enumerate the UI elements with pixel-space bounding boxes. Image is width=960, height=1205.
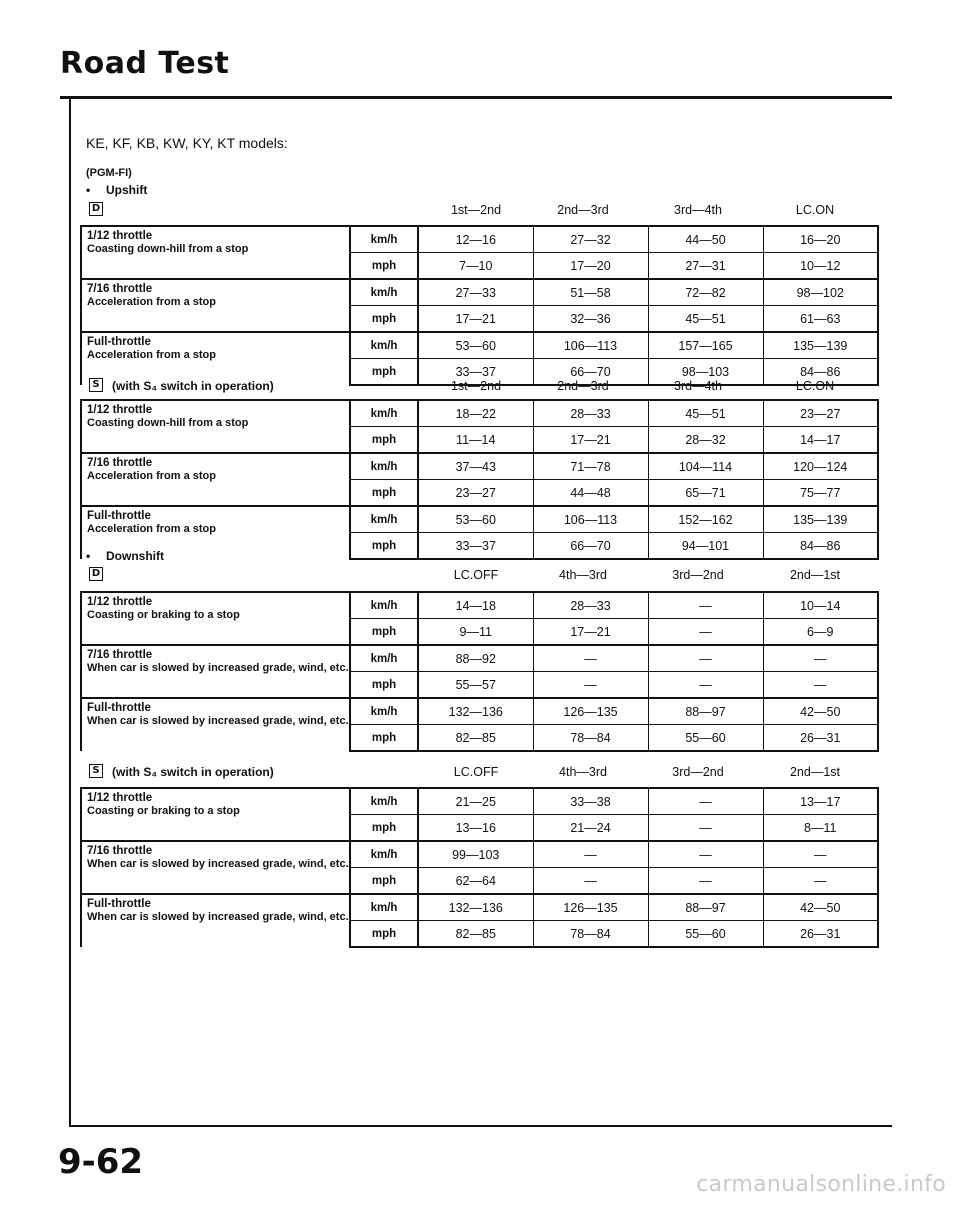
unit-cell: km/h — [350, 592, 418, 619]
speed-value-cell: 27—32 — [533, 226, 648, 253]
condition-cell — [81, 332, 350, 385]
speed-value-cell: — — [763, 645, 878, 672]
speed-value-cell: 66—70 — [533, 533, 648, 560]
column-header: LC.ON — [795, 203, 835, 217]
speed-value-cell: 132—136 — [418, 894, 533, 921]
speed-value-cell: 84—86 — [763, 533, 878, 560]
d-mode-icon: D — [89, 567, 103, 581]
speed-value-cell: 33—37 — [418, 533, 533, 560]
table-row — [81, 332, 878, 359]
condition-description: Coasting or braking to a stop — [87, 805, 240, 817]
condition-description: Acceleration from a stop — [87, 523, 216, 535]
speed-value-cell: — — [648, 592, 763, 619]
unit-cell: mph — [350, 427, 418, 454]
models-line: KE, KF, KB, KW, KY, KT models: — [86, 135, 288, 151]
condition-title: 1/12 throttle — [87, 792, 153, 804]
condition-cell — [81, 592, 350, 645]
s-mode-icon: S — [89, 378, 103, 392]
unit-cell: km/h — [350, 894, 418, 921]
unit-cell: mph — [350, 672, 418, 699]
speed-value-cell: 88—92 — [418, 645, 533, 672]
speed-value-cell: — — [648, 645, 763, 672]
column-header: 3rd—2nd — [672, 765, 724, 779]
speed-value-cell: 120—124 — [763, 453, 878, 480]
speed-value-cell: 88—97 — [648, 894, 763, 921]
unit-cell: mph — [350, 815, 418, 842]
column-header: 4th—3rd — [559, 568, 607, 582]
speed-value-cell: — — [648, 619, 763, 646]
upshift-text: Upshift — [106, 183, 148, 197]
condition-description: Coasting down-hill from a stop — [87, 243, 249, 255]
page-title: Road Test — [60, 46, 230, 81]
speed-value-cell: — — [763, 841, 878, 868]
column-header: 2nd—3rd — [557, 203, 609, 217]
column-header: LC.OFF — [453, 568, 499, 582]
watermark-url: carmanualsonline.info — [696, 1172, 946, 1197]
speed-value-cell: 135—139 — [763, 506, 878, 533]
table-row — [81, 400, 878, 427]
speed-value-cell: 14—17 — [763, 427, 878, 454]
condition-title: 7/16 throttle — [87, 649, 153, 661]
unit-cell: mph — [350, 619, 418, 646]
speed-value-cell: 84—86 — [763, 359, 878, 386]
speed-value-cell: 88—97 — [648, 698, 763, 725]
condition-description: When car is slowed by increased grade, wind, etc. — [87, 911, 349, 923]
unit-cell: km/h — [350, 226, 418, 253]
condition-description: Acceleration from a stop — [87, 296, 216, 308]
speed-value-cell: 157—165 — [648, 332, 763, 359]
speed-value-cell: 65—71 — [648, 480, 763, 507]
condition-cell — [81, 788, 350, 841]
speed-value-cell: 99—103 — [418, 841, 533, 868]
table-row — [81, 453, 878, 480]
speed-value-cell: 106—113 — [533, 332, 648, 359]
table-row — [81, 841, 878, 868]
speed-value-cell: 135—139 — [763, 332, 878, 359]
left-rule — [69, 97, 71, 1127]
column-header: 1st—2nd — [450, 379, 502, 393]
condition-title: Full-throttle — [87, 702, 151, 714]
table-row — [81, 226, 878, 253]
speed-value-cell: 37—43 — [418, 453, 533, 480]
table-row — [81, 279, 878, 306]
speed-value-cell: 82—85 — [418, 725, 533, 752]
condition-title: Full-throttle — [87, 336, 151, 348]
speed-value-cell: 17—21 — [533, 427, 648, 454]
speed-value-cell: 9—11 — [418, 619, 533, 646]
section-heading: (with S₄ switch in operation) — [112, 765, 274, 779]
speed-value-cell: 17—20 — [533, 253, 648, 280]
unit-cell: mph — [350, 868, 418, 895]
downshift-text: Downshift — [106, 549, 164, 563]
unit-cell: km/h — [350, 400, 418, 427]
unit-cell: km/h — [350, 506, 418, 533]
condition-cell — [81, 894, 350, 947]
column-header: 2nd—1st — [789, 568, 841, 582]
condition-description: Acceleration from a stop — [87, 470, 216, 482]
speed-value-cell: — — [763, 672, 878, 699]
speed-value-cell: 55—57 — [418, 672, 533, 699]
condition-cell — [81, 506, 350, 559]
speed-value-cell: 10—12 — [763, 253, 878, 280]
speed-value-cell: 78—84 — [533, 725, 648, 752]
speed-value-cell: 26—31 — [763, 725, 878, 752]
column-header: 3rd—4th — [674, 203, 722, 217]
speed-value-cell: — — [533, 841, 648, 868]
condition-description: When car is slowed by increased grade, wind, etc. — [87, 858, 349, 870]
condition-cell — [81, 453, 350, 506]
unit-cell: mph — [350, 725, 418, 752]
condition-description: Coasting or braking to a stop — [87, 609, 240, 621]
column-header: LC.ON — [795, 379, 835, 393]
condition-description: When car is slowed by increased grade, wind, etc. — [87, 715, 349, 727]
condition-title: Full-throttle — [87, 510, 151, 522]
speed-value-cell: 62—64 — [418, 868, 533, 895]
speed-value-cell: 28—33 — [533, 400, 648, 427]
shift-speed-table — [80, 787, 879, 948]
speed-value-cell: 8—11 — [763, 815, 878, 842]
speed-value-cell: — — [533, 645, 648, 672]
speed-value-cell: — — [648, 868, 763, 895]
column-header: 3rd—2nd — [672, 568, 724, 582]
condition-cell — [81, 841, 350, 894]
speed-value-cell: — — [648, 788, 763, 815]
speed-value-cell: 72—82 — [648, 279, 763, 306]
speed-value-cell: 23—27 — [763, 400, 878, 427]
column-header: 3rd—4th — [674, 379, 722, 393]
speed-value-cell: 13—17 — [763, 788, 878, 815]
speed-value-cell: 6—9 — [763, 619, 878, 646]
speed-value-cell: 51—58 — [533, 279, 648, 306]
column-header: 2nd—1st — [789, 765, 841, 779]
upshift-label — [86, 183, 147, 197]
condition-cell — [81, 226, 350, 279]
condition-cell — [81, 279, 350, 332]
program-label: (PGM-FI) — [86, 167, 132, 179]
column-header: 4th—3rd — [559, 765, 607, 779]
shift-speed-table — [80, 591, 879, 752]
condition-title: 1/12 throttle — [87, 596, 153, 608]
speed-value-cell: 17—21 — [418, 306, 533, 333]
speed-value-cell: 32—36 — [533, 306, 648, 333]
speed-value-cell: 13—16 — [418, 815, 533, 842]
speed-value-cell: 21—25 — [418, 788, 533, 815]
table-row — [81, 592, 878, 619]
speed-value-cell: 7—10 — [418, 253, 533, 280]
speed-value-cell: 126—135 — [533, 894, 648, 921]
speed-value-cell: 23—27 — [418, 480, 533, 507]
d-mode-icon: D — [89, 202, 103, 216]
speed-value-cell: — — [648, 672, 763, 699]
table-row — [81, 645, 878, 672]
speed-value-cell: 42—50 — [763, 894, 878, 921]
speed-value-cell: 82—85 — [418, 921, 533, 948]
condition-title: 1/12 throttle — [87, 230, 153, 242]
condition-cell — [81, 645, 350, 698]
condition-title: 7/16 throttle — [87, 845, 153, 857]
unit-cell: mph — [350, 359, 418, 386]
speed-value-cell: 78—84 — [533, 921, 648, 948]
column-header: 2nd—3rd — [557, 379, 609, 393]
unit-cell: mph — [350, 253, 418, 280]
speed-value-cell: 126—135 — [533, 698, 648, 725]
condition-title: 7/16 throttle — [87, 457, 153, 469]
condition-description: Acceleration from a stop — [87, 349, 216, 361]
speed-value-cell: 55—60 — [648, 921, 763, 948]
speed-value-cell: 75—77 — [763, 480, 878, 507]
speed-value-cell: — — [533, 672, 648, 699]
s-mode-icon: S — [89, 764, 103, 778]
speed-value-cell: 132—136 — [418, 698, 533, 725]
column-header: 1st—2nd — [450, 203, 502, 217]
shift-speed-table — [80, 225, 879, 386]
speed-value-cell: 17—21 — [533, 619, 648, 646]
speed-value-cell: 33—38 — [533, 788, 648, 815]
speed-value-cell: — — [648, 815, 763, 842]
speed-value-cell: 61—63 — [763, 306, 878, 333]
bottom-rule — [69, 1125, 892, 1127]
speed-value-cell: 42—50 — [763, 698, 878, 725]
speed-value-cell: 10—14 — [763, 592, 878, 619]
unit-cell: km/h — [350, 788, 418, 815]
unit-cell: km/h — [350, 698, 418, 725]
column-header: LC.OFF — [453, 765, 499, 779]
top-rule — [60, 96, 892, 99]
speed-value-cell: 98—102 — [763, 279, 878, 306]
table-row — [81, 506, 878, 533]
unit-cell: km/h — [350, 841, 418, 868]
unit-cell: km/h — [350, 645, 418, 672]
speed-value-cell: 27—33 — [418, 279, 533, 306]
condition-description: When car is slowed by increased grade, wind, etc. — [87, 662, 349, 674]
speed-value-cell: 28—33 — [533, 592, 648, 619]
speed-value-cell: 44—50 — [648, 226, 763, 253]
speed-value-cell: 26—31 — [763, 921, 878, 948]
speed-value-cell: 27—31 — [648, 253, 763, 280]
bullet: • — [86, 549, 91, 563]
speed-value-cell: 18—22 — [418, 400, 533, 427]
speed-value-cell: 53—60 — [418, 332, 533, 359]
speed-value-cell: 98—103 — [648, 359, 763, 386]
condition-title: Full-throttle — [87, 898, 151, 910]
speed-value-cell: 21—24 — [533, 815, 648, 842]
condition-cell — [81, 698, 350, 751]
condition-title: 7/16 throttle — [87, 283, 153, 295]
shift-speed-table — [80, 399, 879, 560]
speed-value-cell: 16—20 — [763, 226, 878, 253]
speed-value-cell: 106—113 — [533, 506, 648, 533]
table-row — [81, 788, 878, 815]
condition-description: Coasting down-hill from a stop — [87, 417, 249, 429]
speed-value-cell: 66—70 — [533, 359, 648, 386]
speed-value-cell: 45—51 — [648, 306, 763, 333]
speed-value-cell: 94—101 — [648, 533, 763, 560]
unit-cell: mph — [350, 921, 418, 948]
condition-title: 1/12 throttle — [87, 404, 153, 416]
speed-value-cell: — — [763, 868, 878, 895]
unit-cell: km/h — [350, 453, 418, 480]
unit-cell: mph — [350, 306, 418, 333]
unit-cell: mph — [350, 533, 418, 560]
speed-value-cell: — — [533, 868, 648, 895]
speed-value-cell: 104—114 — [648, 453, 763, 480]
condition-cell — [81, 400, 350, 453]
bullet: • — [86, 183, 91, 197]
speed-value-cell: 44—48 — [533, 480, 648, 507]
table-row — [81, 698, 878, 725]
speed-value-cell: — — [648, 841, 763, 868]
speed-value-cell: 53—60 — [418, 506, 533, 533]
table-row — [81, 894, 878, 921]
speed-value-cell: 55—60 — [648, 725, 763, 752]
section-heading: (with S₄ switch in operation) — [112, 379, 274, 393]
speed-value-cell: 12—16 — [418, 226, 533, 253]
speed-value-cell: 71—78 — [533, 453, 648, 480]
speed-value-cell: 33—37 — [418, 359, 533, 386]
speed-value-cell: 28—32 — [648, 427, 763, 454]
speed-value-cell: 152—162 — [648, 506, 763, 533]
unit-cell: km/h — [350, 332, 418, 359]
speed-value-cell: 14—18 — [418, 592, 533, 619]
page-number: 9-62 — [58, 1142, 144, 1182]
speed-value-cell: 45—51 — [648, 400, 763, 427]
speed-value-cell: 11—14 — [418, 427, 533, 454]
unit-cell: mph — [350, 480, 418, 507]
unit-cell: km/h — [350, 279, 418, 306]
